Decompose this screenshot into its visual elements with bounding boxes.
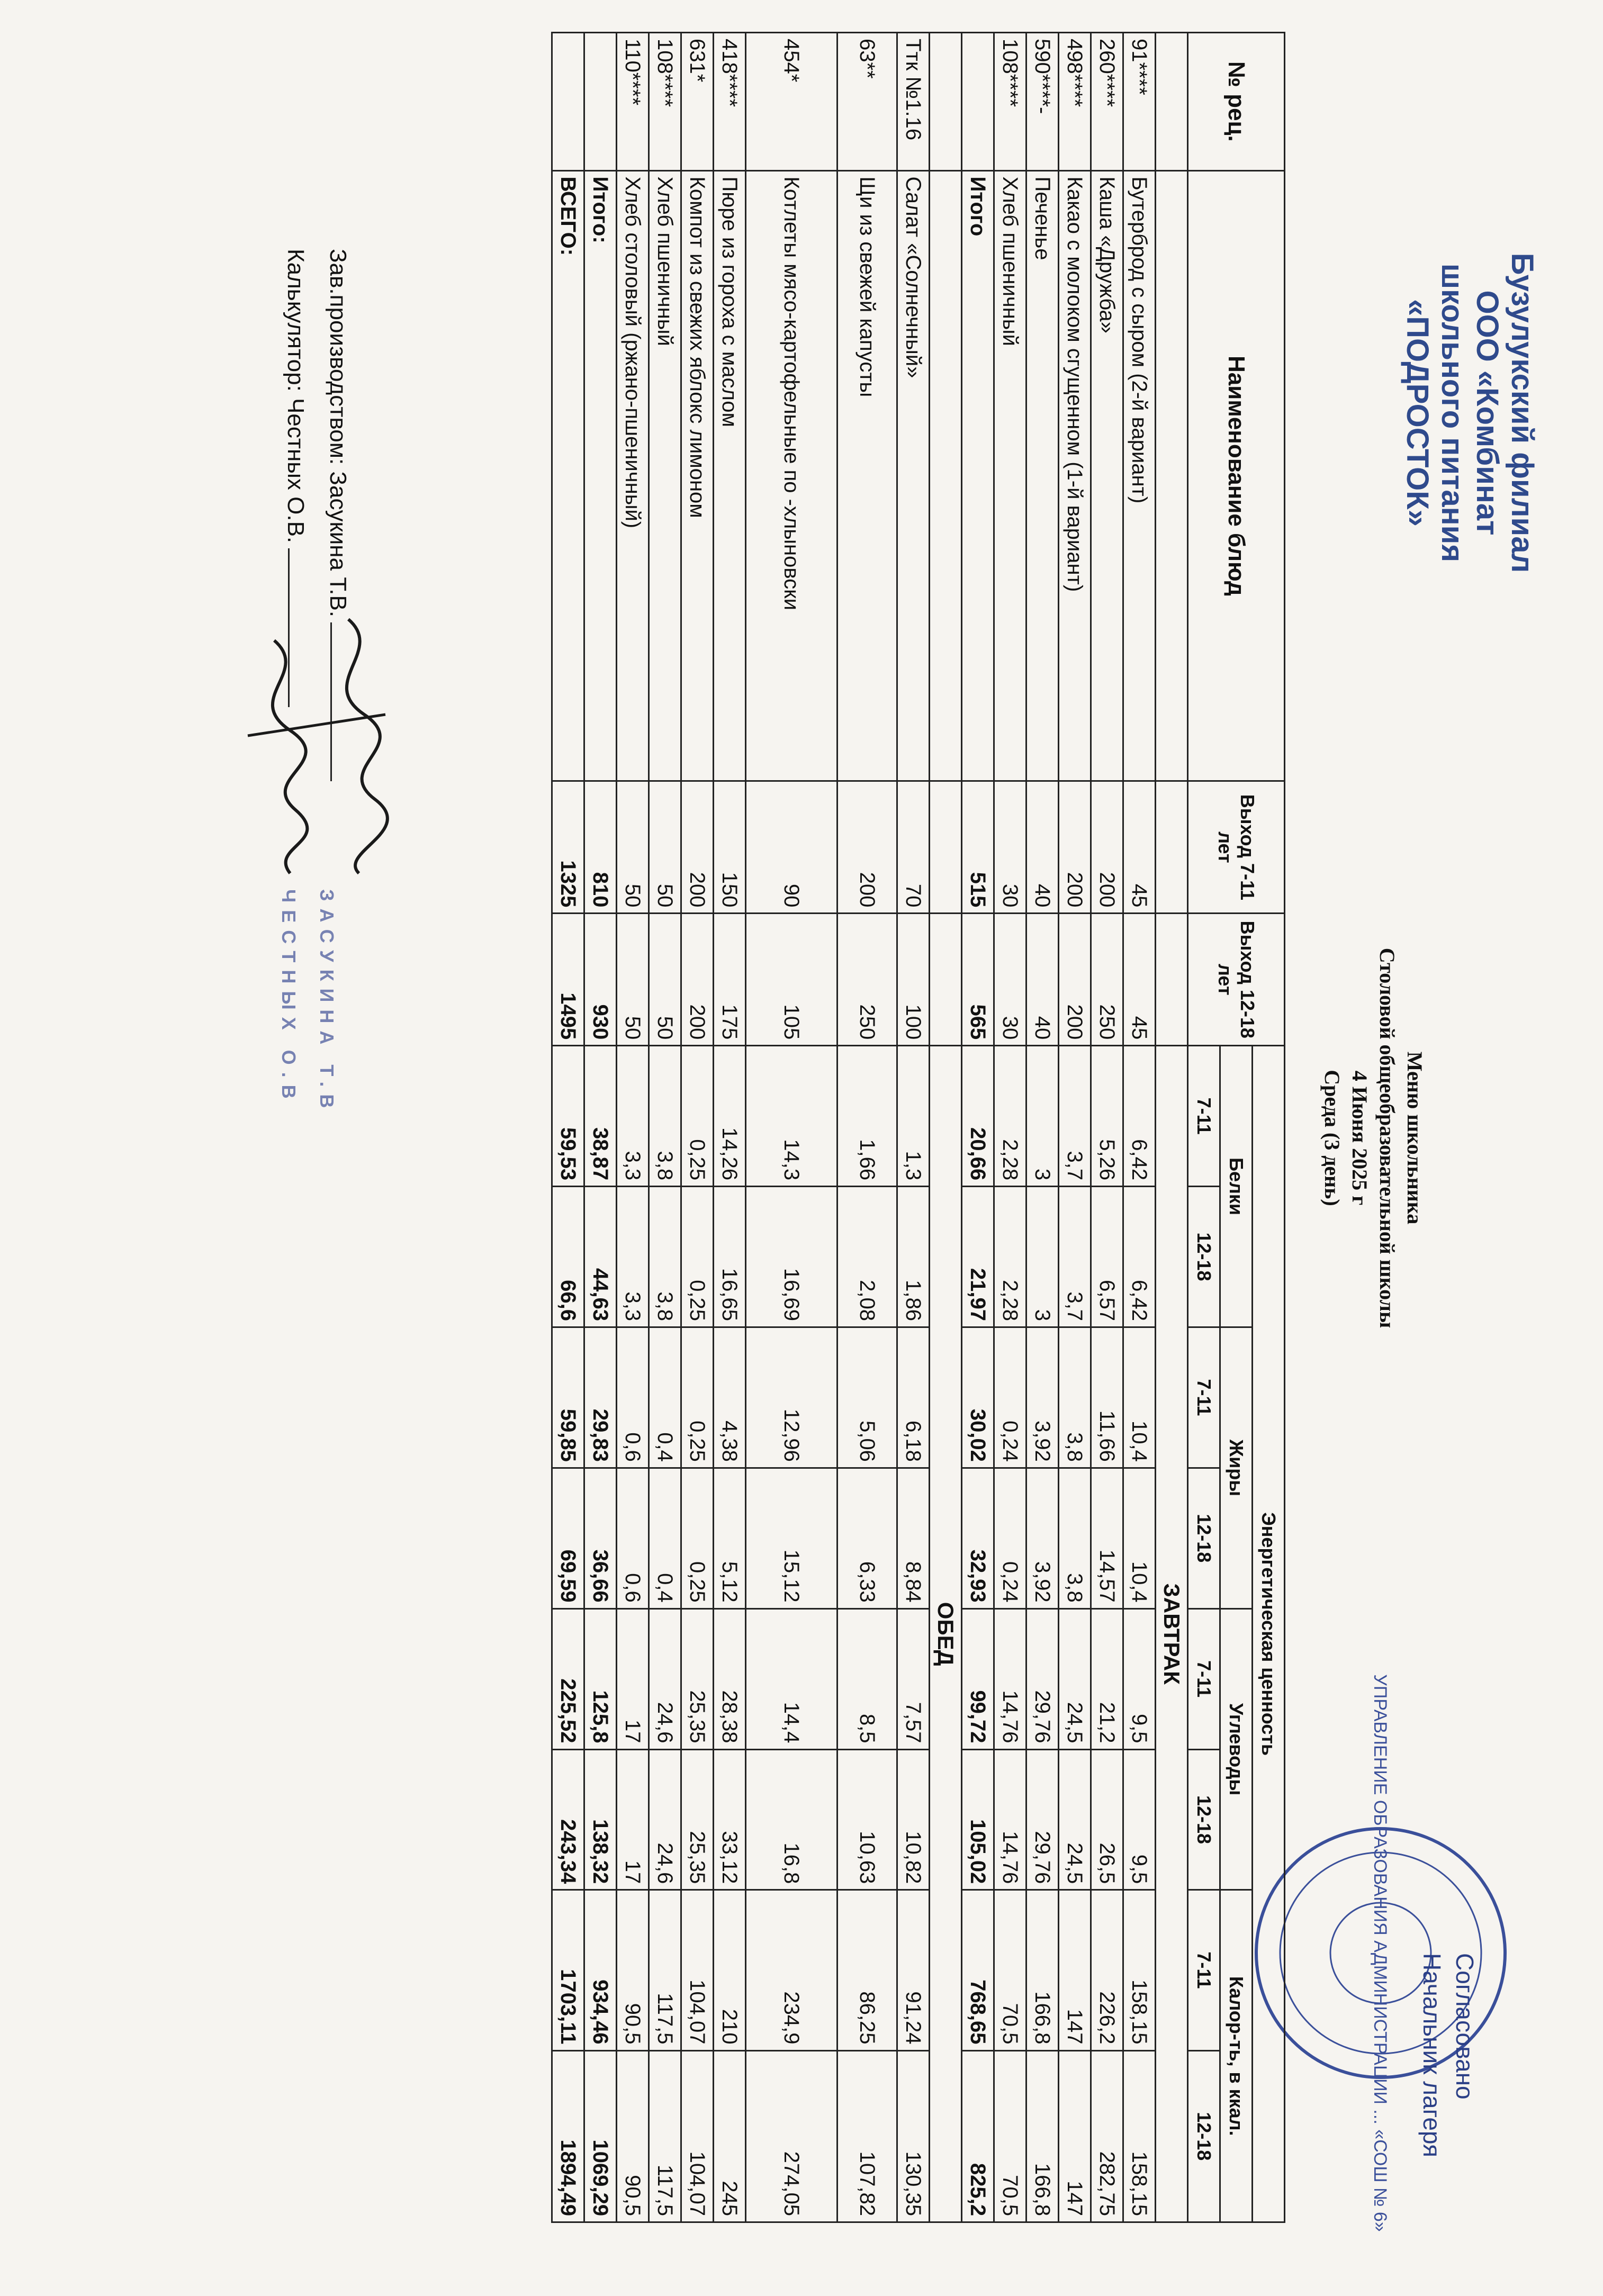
carbs-7-11: 14,4 bbox=[746, 1608, 837, 1749]
output-7-11: 200 bbox=[837, 781, 897, 914]
output-12-18: 50 bbox=[617, 914, 649, 1046]
fats-7-11: 0,25 bbox=[681, 1327, 714, 1468]
header-fats: Жиры bbox=[1220, 1327, 1253, 1608]
header-proteins: Белки bbox=[1220, 1046, 1253, 1327]
output-7-11: 30 bbox=[994, 781, 1026, 914]
carbs-7-11: 29,76 bbox=[1026, 1608, 1059, 1749]
fats-12-18: 0,24 bbox=[994, 1468, 1026, 1608]
approval-position: Начальник лагеря bbox=[1418, 1953, 1446, 2157]
fats-7-11: 11,66 bbox=[1091, 1327, 1123, 1468]
fats-12-18: 6,33 bbox=[837, 1468, 897, 1608]
recipe-code: Ттк №1.16 bbox=[897, 33, 930, 171]
grand-total-fats-7-11: 59,85 bbox=[552, 1327, 584, 1468]
dish-name: Хлеб пшеничный bbox=[649, 170, 681, 781]
grand-total-label: ВСЕГО: bbox=[552, 170, 584, 781]
proteins-12-18: 16,65 bbox=[714, 1187, 746, 1327]
table-row-total bbox=[962, 33, 994, 2222]
total-label: Итого bbox=[962, 170, 994, 781]
kcal-7-11: 104,07 bbox=[681, 1890, 714, 2050]
fats-12-18: 15,12 bbox=[746, 1468, 837, 1608]
total-output-12-18: 930 bbox=[584, 914, 617, 1046]
proteins-12-18: 0,25 bbox=[681, 1187, 714, 1327]
output-7-11: 200 bbox=[1059, 781, 1091, 914]
kcal-12-18: 166,8 bbox=[1026, 2050, 1059, 2222]
header-age-7-11: 7-11 bbox=[1188, 1046, 1220, 1187]
output-12-18: 50 bbox=[649, 914, 681, 1046]
table-row bbox=[649, 33, 681, 2222]
total-fats-12-18: 32,93 bbox=[962, 1468, 994, 1608]
kcal-7-11: 117,5 bbox=[649, 1890, 681, 2050]
kcal-12-18: 130,35 bbox=[897, 2050, 930, 2222]
output-12-18: 200 bbox=[681, 914, 714, 1046]
output-12-18: 30 bbox=[994, 914, 1026, 1046]
table-row bbox=[1123, 33, 1156, 2222]
recipe-code: 110**** bbox=[617, 33, 649, 171]
output-12-18: 175 bbox=[714, 914, 746, 1046]
recipe-code: 108**** bbox=[649, 33, 681, 171]
header-output-7-11: Выход 7-11 лет bbox=[1188, 781, 1285, 914]
carbs-12-18: 29,76 bbox=[1026, 1749, 1059, 1890]
total-output-7-11: 810 bbox=[584, 781, 617, 914]
header-age-12-18: 12-18 bbox=[1188, 1749, 1220, 1890]
fats-12-18: 0,25 bbox=[681, 1468, 714, 1608]
carbs-7-11: 28,38 bbox=[714, 1608, 746, 1749]
document-title-block bbox=[1318, 794, 1428, 1482]
header-output-12-18: Выход 12-18 лет bbox=[1188, 914, 1285, 1046]
carbs-12-18: 10,82 bbox=[897, 1749, 930, 1890]
kcal-12-18: 104,07 bbox=[681, 2050, 714, 2222]
dish-name: Салат «Солнечный» bbox=[897, 170, 930, 781]
grand-total-carbs-12-18: 243,34 bbox=[552, 1749, 584, 1890]
header-age-12-18: 12-18 bbox=[1188, 2050, 1220, 2222]
stamp-name-2: ЧЕСТНЫХ О.В bbox=[278, 889, 300, 1106]
output-12-18: 250 bbox=[1091, 914, 1123, 1046]
carbs-12-18: 17 bbox=[617, 1749, 649, 1890]
grand-total-proteins-12-18: 66,6 bbox=[552, 1187, 584, 1327]
grand-total-carbs-7-11: 225,52 bbox=[552, 1608, 584, 1749]
stamp-names bbox=[277, 889, 338, 1115]
header-age-12-18: 12-18 bbox=[1188, 1187, 1220, 1327]
carbs-7-11: 7,57 bbox=[897, 1608, 930, 1749]
proteins-7-11: 14,3 bbox=[746, 1046, 837, 1187]
section-breakfast-title: ЗАВТРАК bbox=[1156, 1046, 1188, 2222]
proteins-7-11: 1,66 bbox=[837, 1046, 897, 1187]
org-line: ООО «Комбинат bbox=[1470, 290, 1505, 536]
section-spacer bbox=[930, 781, 962, 914]
table-row bbox=[1059, 33, 1091, 2222]
table-row bbox=[617, 33, 649, 2222]
document-subtitle: Столовой общеобразовательной школы bbox=[1375, 947, 1399, 1328]
output-12-18: 200 bbox=[1059, 914, 1091, 1046]
kcal-12-18: 158,15 bbox=[1123, 2050, 1156, 2222]
total-proteins-12-18: 21,97 bbox=[962, 1187, 994, 1327]
table-row-grand-total bbox=[552, 33, 584, 2222]
proteins-12-18: 3,3 bbox=[617, 1187, 649, 1327]
fats-12-18: 0,4 bbox=[649, 1468, 681, 1608]
fats-7-11: 4,38 bbox=[714, 1327, 746, 1468]
carbs-12-18: 10,63 bbox=[837, 1749, 897, 1890]
document-title: Меню школьника bbox=[1403, 1051, 1427, 1225]
dish-name: Компот из свежих яблокс лимоном bbox=[681, 170, 714, 781]
carbs-12-18: 33,12 bbox=[714, 1749, 746, 1890]
section-spacer bbox=[1156, 170, 1188, 781]
output-7-11: 150 bbox=[714, 781, 746, 914]
carbs-12-18: 16,8 bbox=[746, 1749, 837, 1890]
dish-name: Хлеб столовый (ржано-пшеничный) bbox=[617, 170, 649, 781]
approval-text bbox=[1416, 1953, 1481, 2157]
carbs-12-18: 24,5 bbox=[1059, 1749, 1091, 1890]
kcal-12-18: 282,75 bbox=[1091, 2050, 1123, 2222]
production-manager-label: Зав.производством: Засукина Т.В. bbox=[325, 249, 351, 618]
fats-12-18: 3,8 bbox=[1059, 1468, 1091, 1608]
fats-7-11: 0,24 bbox=[994, 1327, 1026, 1468]
fats-7-11: 5,06 bbox=[837, 1327, 897, 1468]
fats-12-18: 14,57 bbox=[1091, 1468, 1123, 1608]
carbs-12-18: 24,6 bbox=[649, 1749, 681, 1890]
grand-total-proteins-7-11: 59,53 bbox=[552, 1046, 584, 1187]
grand-total-kcal-12-18: 1894,49 bbox=[552, 2050, 584, 2222]
section-spacer bbox=[930, 170, 962, 781]
recipe-code: 631* bbox=[681, 33, 714, 171]
output-12-18: 105 bbox=[746, 914, 837, 1046]
recipe-code: 454* bbox=[746, 33, 837, 171]
table-row bbox=[1091, 33, 1123, 2222]
fats-12-18: 0,6 bbox=[617, 1468, 649, 1608]
total-fats-7-11: 29,83 bbox=[584, 1327, 617, 1468]
total-carbs-12-18: 105,02 bbox=[962, 1749, 994, 1890]
carbs-7-11: 8,5 bbox=[837, 1608, 897, 1749]
dish-name: Какао с молоком сгущенном (1-й вариант) bbox=[1059, 170, 1091, 781]
total-output-7-11: 515 bbox=[962, 781, 994, 914]
total-fats-7-11: 30,02 bbox=[962, 1327, 994, 1468]
header-dish: Наименование блюд bbox=[1188, 170, 1285, 781]
total-proteins-12-18: 44,63 bbox=[584, 1187, 617, 1327]
proteins-7-11: 3,7 bbox=[1059, 1046, 1091, 1187]
proteins-12-18: 2,28 bbox=[994, 1187, 1026, 1327]
stamp-name-1: ЗАСУКИНА Т.В bbox=[316, 889, 338, 1116]
kcal-12-18: 274,05 bbox=[746, 2050, 837, 2222]
grand-total-kcal-7-11: 1703,11 bbox=[552, 1890, 584, 2050]
fats-7-11: 3,8 bbox=[1059, 1327, 1091, 1468]
kcal-7-11: 91,24 bbox=[897, 1890, 930, 2050]
carbs-7-11: 14,76 bbox=[994, 1608, 1026, 1749]
dish-name: Пюре из гороха с маслом bbox=[714, 170, 746, 781]
output-7-11: 90 bbox=[746, 781, 837, 914]
document-day: Среда (3 день) bbox=[1320, 1070, 1344, 1206]
output-7-11: 70 bbox=[897, 781, 930, 914]
seal-text: УПРАВЛЕНИЕ ОБРАЗОВАНИЯ АДМИНИСТРАЦИИ ... «СОШ № 6» bbox=[1370, 1674, 1390, 2232]
proteins-12-18: 16,69 bbox=[746, 1187, 837, 1327]
header-age-7-11: 7-11 bbox=[1188, 1608, 1220, 1749]
table-row bbox=[714, 33, 746, 2222]
header-age-12-18: 12-18 bbox=[1188, 1468, 1220, 1608]
proteins-7-11: 0,25 bbox=[681, 1046, 714, 1187]
header-age-7-11: 7-11 bbox=[1188, 1890, 1220, 2050]
total-label: Итого: bbox=[584, 170, 617, 781]
proteins-7-11: 3 bbox=[1026, 1046, 1059, 1187]
proteins-7-11: 2,28 bbox=[994, 1046, 1026, 1187]
carbs-12-18: 25,35 bbox=[681, 1749, 714, 1890]
recipe-code: 418**** bbox=[714, 33, 746, 171]
org-line: Бузулукский филиал bbox=[1505, 252, 1539, 573]
kcal-12-18: 147 bbox=[1059, 2050, 1091, 2222]
dish-name: Каша «Дружба» bbox=[1091, 170, 1123, 781]
fats-7-11: 0,6 bbox=[617, 1327, 649, 1468]
menu-table bbox=[551, 32, 1285, 2223]
output-7-11: 200 bbox=[681, 781, 714, 914]
section-spacer bbox=[1156, 914, 1188, 1046]
proteins-7-11: 1,3 bbox=[897, 1046, 930, 1187]
total-code-empty bbox=[962, 33, 994, 171]
fats-12-18: 8,84 bbox=[897, 1468, 930, 1608]
proteins-12-18: 6,42 bbox=[1123, 1187, 1156, 1327]
output-7-11: 50 bbox=[617, 781, 649, 914]
handwritten-signature-icon bbox=[237, 609, 396, 884]
fats-7-11: 0,4 bbox=[649, 1327, 681, 1468]
fats-12-18: 3,92 bbox=[1026, 1468, 1059, 1608]
total-proteins-7-11: 20,66 bbox=[962, 1046, 994, 1187]
total-output-12-18: 565 bbox=[962, 914, 994, 1046]
total-proteins-7-11: 38,87 bbox=[584, 1046, 617, 1187]
header-energy: Энергетическая ценность bbox=[1253, 1046, 1285, 2222]
output-12-18: 40 bbox=[1026, 914, 1059, 1046]
proteins-12-18: 6,57 bbox=[1091, 1187, 1123, 1327]
proteins-12-18: 3,8 bbox=[649, 1187, 681, 1327]
kcal-12-18: 90,5 bbox=[617, 2050, 649, 2222]
carbs-12-18: 9,5 bbox=[1123, 1749, 1156, 1890]
carbs-12-18: 26,5 bbox=[1091, 1749, 1123, 1890]
section-spacer bbox=[930, 33, 962, 171]
output-7-11: 200 bbox=[1091, 781, 1123, 914]
kcal-7-11: 234,9 bbox=[746, 1890, 837, 2050]
org-line: «ПОДРОСТОК» bbox=[1400, 299, 1435, 527]
proteins-7-11: 5,26 bbox=[1091, 1046, 1123, 1187]
carbs-7-11: 17 bbox=[617, 1608, 649, 1749]
output-7-11: 50 bbox=[649, 781, 681, 914]
carbs-7-11: 9,5 bbox=[1123, 1608, 1156, 1749]
kcal-12-18: 70,5 bbox=[994, 2050, 1026, 2222]
table-row bbox=[994, 33, 1026, 2222]
dish-name: Котлеты мясо-картофельные по -хлыновски bbox=[746, 170, 837, 781]
carbs-7-11: 25,35 bbox=[681, 1608, 714, 1749]
total-carbs-7-11: 99,72 bbox=[962, 1608, 994, 1749]
recipe-code: 91**** bbox=[1123, 33, 1156, 171]
header-recipe: № рец. bbox=[1188, 33, 1285, 171]
kcal-12-18: 107,82 bbox=[837, 2050, 897, 2222]
proteins-7-11: 6,42 bbox=[1123, 1046, 1156, 1187]
recipe-code: 108**** bbox=[994, 33, 1026, 171]
total-kcal-12-18: 825,2 bbox=[962, 2050, 994, 2222]
total-kcal-7-11: 768,65 bbox=[962, 1890, 994, 2050]
kcal-7-11: 210 bbox=[714, 1890, 746, 2050]
dish-name: Хлеб пшеничный bbox=[994, 170, 1026, 781]
output-12-18: 45 bbox=[1123, 914, 1156, 1046]
section-spacer bbox=[930, 914, 962, 1046]
fats-12-18: 5,12 bbox=[714, 1468, 746, 1608]
section-spacer bbox=[1156, 781, 1188, 914]
header-kcal: Калор-ть, в ккал. bbox=[1220, 1890, 1253, 2222]
recipe-code: 590****- bbox=[1026, 33, 1059, 171]
dish-name: Бутерброд с сыром (2-й вариант) bbox=[1123, 170, 1156, 781]
proteins-12-18: 1,86 bbox=[897, 1187, 930, 1327]
grand-total-code-empty bbox=[552, 33, 584, 171]
header-age-7-11: 7-11 bbox=[1188, 1327, 1220, 1468]
kcal-7-11: 226,2 bbox=[1091, 1890, 1123, 2050]
proteins-12-18: 3,7 bbox=[1059, 1187, 1091, 1327]
carbs-12-18: 14,76 bbox=[994, 1749, 1026, 1890]
fats-7-11: 12,96 bbox=[746, 1327, 837, 1468]
carbs-7-11: 24,5 bbox=[1059, 1608, 1091, 1749]
dish-name: Щи из свежей капусты bbox=[837, 170, 897, 781]
table-row bbox=[1026, 33, 1059, 2222]
document-date: 4 Июня 2025 г bbox=[1348, 1070, 1372, 1206]
organization-header bbox=[1400, 212, 1539, 614]
proteins-12-18: 3 bbox=[1026, 1187, 1059, 1327]
grand-total-output-7-11: 1325 bbox=[552, 781, 584, 914]
calculator-label: Калькулятор: Честных О.В. bbox=[283, 249, 309, 544]
total-fats-12-18: 36,66 bbox=[584, 1468, 617, 1608]
output-12-18: 100 bbox=[897, 914, 930, 1046]
section-spacer bbox=[1156, 33, 1188, 171]
table-row bbox=[681, 33, 714, 2222]
grand-total-fats-12-18: 69,59 bbox=[552, 1468, 584, 1608]
fats-7-11: 6,18 bbox=[897, 1327, 930, 1468]
table-row-total bbox=[584, 33, 617, 2222]
kcal-7-11: 147 bbox=[1059, 1890, 1091, 2050]
carbs-7-11: 24,6 bbox=[649, 1608, 681, 1749]
kcal-12-18: 117,5 bbox=[649, 2050, 681, 2222]
approval-label: Согласовано bbox=[1451, 1953, 1479, 2100]
table-row bbox=[837, 33, 897, 2222]
table-row bbox=[897, 33, 930, 2222]
dish-name: Печенье bbox=[1026, 170, 1059, 781]
output-7-11: 45 bbox=[1123, 781, 1156, 914]
output-12-18: 250 bbox=[837, 914, 897, 1046]
recipe-code: 63** bbox=[837, 33, 897, 171]
proteins-7-11: 3,8 bbox=[649, 1046, 681, 1187]
table-row bbox=[746, 33, 837, 2222]
recipe-code: 498**** bbox=[1059, 33, 1091, 171]
fats-7-11: 3,92 bbox=[1026, 1327, 1059, 1468]
fats-7-11: 10,4 bbox=[1123, 1327, 1156, 1468]
kcal-7-11: 158,15 bbox=[1123, 1890, 1156, 2050]
proteins-7-11: 14,26 bbox=[714, 1046, 746, 1187]
fats-12-18: 10,4 bbox=[1123, 1468, 1156, 1608]
total-kcal-12-18: 1069,29 bbox=[584, 2050, 617, 2222]
proteins-7-11: 3,3 bbox=[617, 1046, 649, 1187]
proteins-12-18: 2,08 bbox=[837, 1187, 897, 1327]
total-carbs-7-11: 125,8 bbox=[584, 1608, 617, 1749]
kcal-7-11: 166,8 bbox=[1026, 1890, 1059, 2050]
kcal-7-11: 90,5 bbox=[617, 1890, 649, 2050]
kcal-12-18: 245 bbox=[714, 2050, 746, 2222]
recipe-code: 260**** bbox=[1091, 33, 1123, 171]
org-line: школьного питания bbox=[1435, 263, 1470, 563]
grand-total-output-12-18: 1495 bbox=[552, 914, 584, 1046]
total-code-empty bbox=[584, 33, 617, 171]
output-7-11: 40 bbox=[1026, 781, 1059, 914]
total-carbs-12-18: 138,32 bbox=[584, 1749, 617, 1890]
carbs-7-11: 21,2 bbox=[1091, 1608, 1123, 1749]
total-kcal-7-11: 934,46 bbox=[584, 1890, 617, 2050]
kcal-7-11: 86,25 bbox=[837, 1890, 897, 2050]
kcal-7-11: 70,5 bbox=[994, 1890, 1026, 2050]
section-lunch-title: ОБЕД bbox=[930, 1046, 962, 2222]
header-carbs: Углеводы bbox=[1220, 1608, 1253, 1890]
